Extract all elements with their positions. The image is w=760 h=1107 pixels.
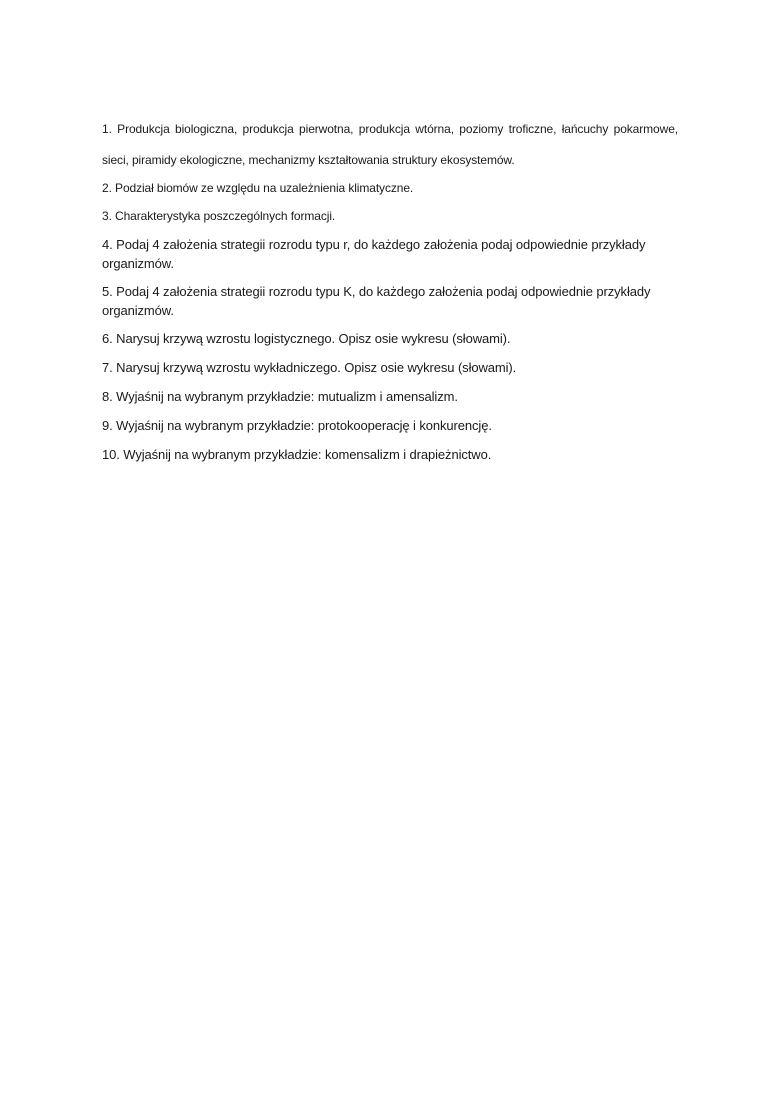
question-item-2: 2. Podział biomów ze względu na uzależnienia klimatyczne.: [102, 181, 414, 195]
question-item-5: 5. Podaj 4 założenia strategii rozrodu typu K, do każdego założenia podaj odpowiednie przykłady organizmów.: [102, 284, 651, 318]
question-list: [102, 117, 678, 464]
question-item-10: 10. Wyjaśnij na wybranym przykładzie: komensalizm i drapieżnictwo.: [102, 447, 492, 462]
question-item-8: 8. Wyjaśnij na wybranym przykładzie: mutualizm i amensalizm.: [102, 389, 458, 404]
question-item-1: 1. Produkcja biologiczna, produkcja pierwotna, produkcja wtórna, poziomy troficzne, łańcuchy pokarmowe, sieci, piramidy ekologiczne, mechanizmy kształtowania struktury ekosystemów.: [102, 122, 678, 167]
question-item-7: 7. Narysuj krzywą wzrostu wykładniczego. Opisz osie wykresu (słowami).: [102, 360, 517, 375]
question-item-4: 4. Podaj 4 założenia strategii rozrodu typu r, do każdego założenia podaj odpowiednie przykłady organizmów.: [102, 237, 646, 271]
question-item-9: 9. Wyjaśnij na wybranym przykładzie: protokooperację i konkurencję.: [102, 418, 492, 433]
question-item-3: 3. Charakterystyka poszczególnych formacji.: [102, 209, 336, 223]
question-item-6: 6. Narysuj krzywą wzrostu logistycznego. Opisz osie wykresu (słowami).: [102, 331, 511, 346]
